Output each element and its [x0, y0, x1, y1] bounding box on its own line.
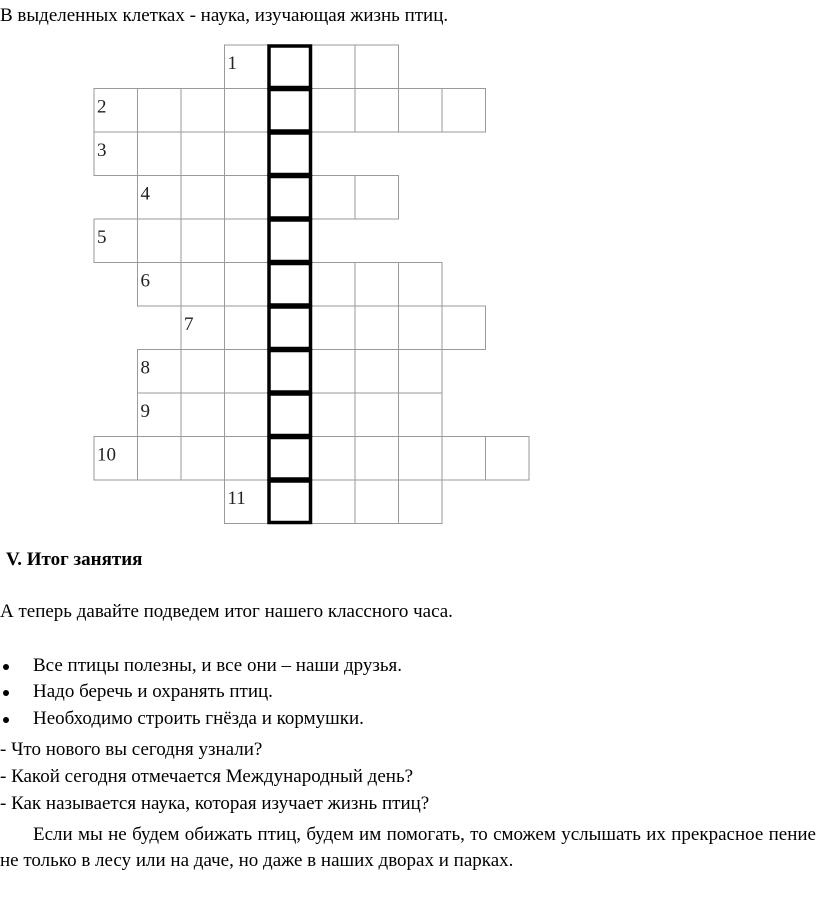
crossword-cell	[312, 45, 356, 89]
question-line: - Что нового вы сегодня узнали?	[0, 739, 263, 760]
crossword-cell	[181, 350, 225, 394]
crossword-cell	[355, 306, 399, 350]
bullet-icon	[3, 690, 9, 696]
crossword-cell	[181, 437, 225, 481]
highlighted-cell	[269, 133, 311, 175]
crossword-cell	[355, 263, 399, 307]
crossword-cell	[312, 393, 356, 437]
crossword-cell	[399, 350, 443, 394]
highlighted-cell	[269, 264, 311, 306]
clue-number: 6	[140, 270, 150, 292]
highlighted-cell	[269, 90, 311, 132]
crossword-cell	[181, 176, 225, 220]
crossword-cell	[355, 89, 399, 133]
crossword-cell	[225, 219, 269, 263]
list-item-text: Необходимо строить гнёзда и кормушки.	[33, 708, 364, 729]
crossword-cell	[181, 219, 225, 263]
closing-paragraph: Если мы не будем обижать птиц, будем им помогать, то сможем услышать их прекрасное пение не только в лесу или на даче, но даже в наших дворах и парках.	[0, 824, 816, 871]
crossword-cell	[442, 437, 486, 481]
crossword-cell	[312, 350, 356, 394]
crossword-cell	[312, 437, 356, 481]
crossword-cell	[138, 132, 182, 176]
highlighted-cell	[269, 177, 311, 219]
clue-number: 8	[140, 357, 150, 379]
crossword-cell	[399, 480, 443, 524]
crossword-cell	[442, 89, 486, 133]
crossword-cell	[225, 437, 269, 481]
clue-number: 1	[227, 53, 237, 74]
crossword-cell	[138, 219, 182, 263]
clue-number: 10	[97, 444, 116, 466]
crossword-cell	[181, 89, 225, 133]
crossword-cell	[399, 393, 443, 437]
crossword-cell	[138, 89, 182, 133]
crossword-cell	[355, 45, 399, 89]
crossword-cell	[225, 393, 269, 437]
summary-lead: А теперь давайте подведем итог нашего классного часа.	[0, 601, 453, 622]
crossword-cell	[399, 263, 443, 307]
bullet-icon	[3, 717, 9, 723]
crossword-cell	[442, 306, 486, 350]
crossword-cell	[312, 306, 356, 350]
crossword-cell	[225, 350, 269, 394]
clue-number: 4	[140, 183, 150, 205]
highlighted-cell	[269, 438, 311, 480]
crossword-cell	[225, 306, 269, 350]
intro-text: В выделенных клетках - наука, изучающая жизнь птиц.	[0, 5, 449, 26]
highlighted-cell	[269, 220, 311, 262]
crossword-cell	[399, 89, 443, 133]
crossword-cell	[312, 263, 356, 307]
crossword-cell	[225, 89, 269, 133]
clue-number: 9	[140, 401, 150, 422]
highlighted-cell	[269, 481, 311, 523]
crossword-cell	[312, 176, 356, 220]
crossword-cell	[225, 263, 269, 307]
crossword-cell	[225, 132, 269, 176]
highlighted-cell	[269, 307, 311, 349]
crossword-cell	[181, 263, 225, 307]
question-line: - Какой сегодня отмечается Международный день?	[0, 766, 414, 787]
crossword-cell	[399, 306, 443, 350]
crossword-cell	[486, 437, 530, 481]
crossword-cell	[138, 437, 182, 481]
list-item-text: Все птицы полезны, и все они – наши друзья.	[33, 655, 403, 676]
clue-number: 11	[227, 488, 246, 509]
highlighted-cell	[269, 46, 311, 88]
question-line: - Как называется наука, которая изучает жизнь птиц?	[0, 793, 430, 814]
crossword-cell	[355, 393, 399, 437]
crossword-cell	[312, 480, 356, 524]
crossword-cell	[181, 132, 225, 176]
bullet-icon	[3, 664, 9, 670]
crossword-cell	[355, 176, 399, 220]
crossword-cell	[355, 437, 399, 481]
clue-number: 7	[184, 314, 194, 335]
highlighted-cell	[269, 351, 311, 393]
clue-number: 2	[97, 96, 107, 118]
section-title: V. Итог занятия	[6, 549, 143, 570]
list-item-text: Надо беречь и охранять птиц.	[33, 681, 273, 702]
crossword-cell	[399, 437, 443, 481]
crossword-cell	[181, 393, 225, 437]
clue-number: 3	[97, 140, 107, 161]
crossword-cell	[312, 89, 356, 133]
crossword-cell	[225, 176, 269, 220]
crossword-cell	[355, 350, 399, 394]
highlighted-cell	[269, 394, 311, 436]
crossword-cell	[355, 480, 399, 524]
clue-number: 5	[97, 227, 107, 248]
